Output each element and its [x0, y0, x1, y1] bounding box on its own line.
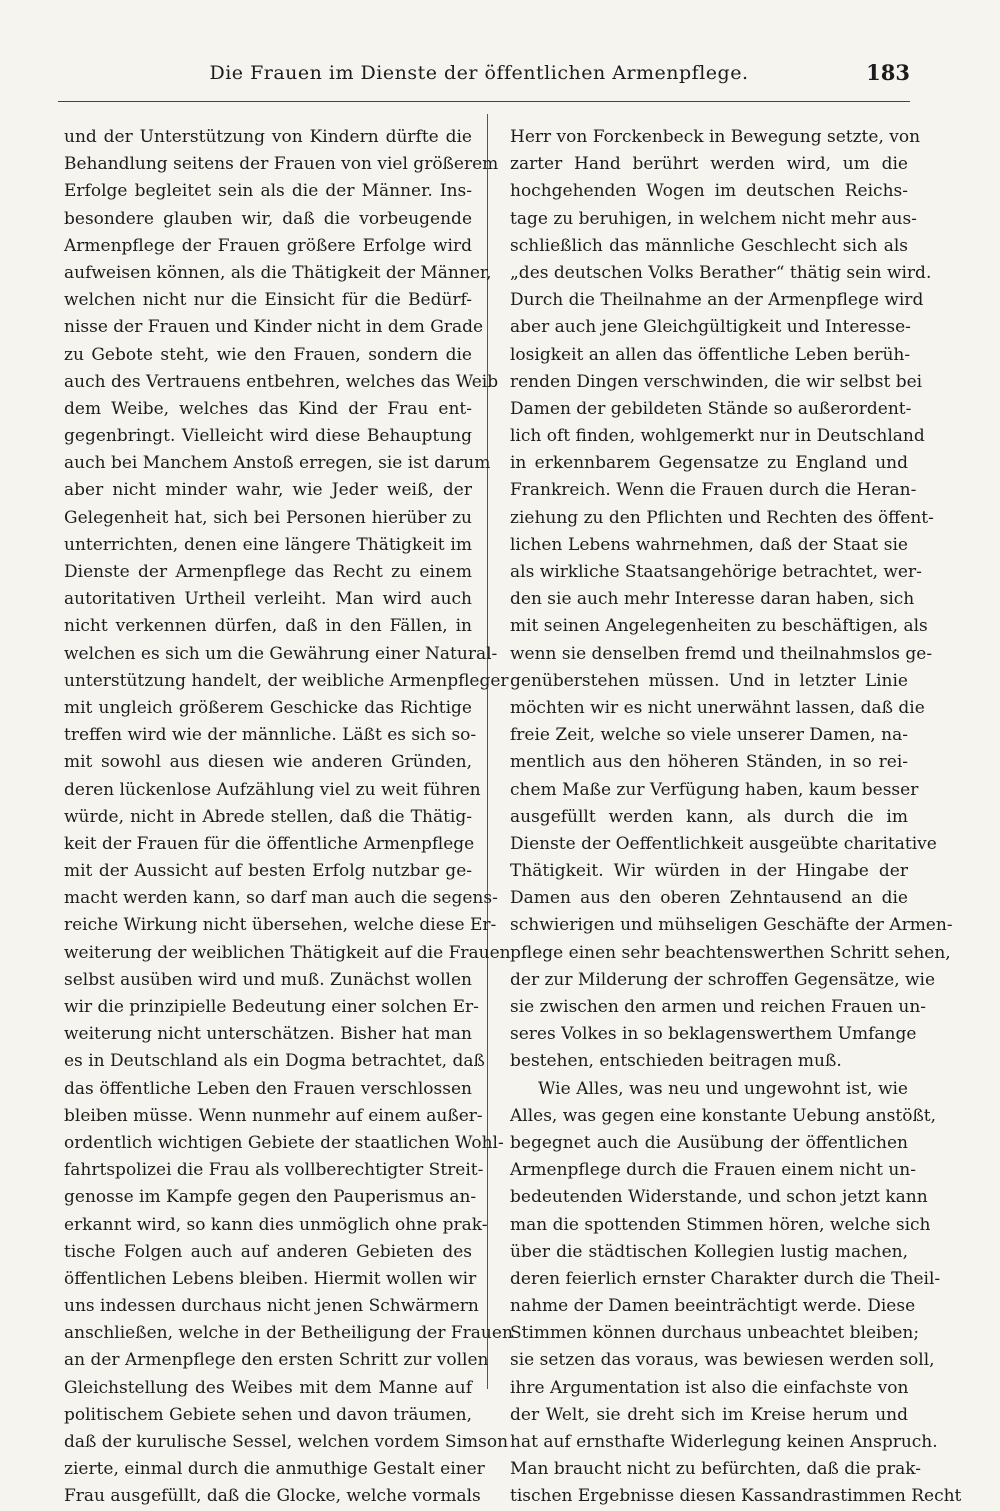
text-line: genüberstehen müssen. Und in letzter Linie [510, 670, 908, 691]
text-line: unterrichten, denen eine längere Thätigkeit im [64, 534, 472, 555]
text-line: tischen Ergebnisse diesen Kassandrastimmen Recht [510, 1486, 962, 1507]
text-line: der zur Milderung der schroffen Gegensätze, wie [510, 969, 936, 990]
text-line: öffentlichen Lebens bleiben. Hiermit wollen wir [64, 1268, 477, 1289]
right-column [510, 124, 962, 1507]
text-line: deren lückenlose Aufzählung viel zu weit führen [64, 779, 481, 800]
text-line: besondere glauben wir, daß die vorbeugende [64, 208, 472, 229]
text-line: tage zu beruhigen, in welchem nicht mehr aus- [510, 208, 917, 229]
text-line: schwierigen und mühseligen Geschäfte der Armen- [510, 915, 953, 936]
text-line: aufweisen können, als die Thätigkeit der Männer, [64, 262, 492, 283]
text-line: renden Dingen verschwinden, die wir selbst bei [510, 371, 923, 392]
text-line: selbst ausüben wird und muß. Zunächst wollen [64, 969, 472, 990]
text-line: Erfolge begleitet sein als die der Männer. Ins- [64, 181, 472, 202]
text-line: tische Folgen auch auf anderen Gebieten des [64, 1241, 472, 1262]
text-line: treffen wird wie der männliche. Läßt es sich so- [64, 725, 477, 746]
text-line: aber auch jene Gleichgültigkeit und Interesse- [510, 317, 911, 338]
text-line: möchten wir es nicht unerwähnt lassen, daß die [510, 697, 925, 718]
text-line: auch bei Manchem Anstoß erregen, sie ist darum [64, 453, 491, 474]
text-line: Behandlung seitens der Frauen von viel größerem [64, 154, 499, 175]
text-line: nisse der Frauen und Kinder nicht in dem Grade [64, 317, 484, 338]
text-line: aber nicht minder wahr, wie Jeder weiß, der [64, 480, 472, 501]
text-line: hat auf ernsthafte Widerlegung keinen Anspruch. [510, 1432, 938, 1452]
page-number: 183 [866, 60, 910, 85]
text-line: reiche Wirkung nicht übersehen, welche diese Er- [64, 915, 497, 936]
text-line: deren feierlich ernster Charakter durch die Theil- [510, 1268, 941, 1289]
text-line: bestehen, entschieden beitragen muß. [510, 1051, 842, 1072]
text-line: dem Weibe, welches das Kind der Frau ent- [64, 398, 472, 419]
text-line: erkannt wird, so kann dies unmöglich ohne prak- [64, 1214, 488, 1235]
text-line: mit ungleich größerem Geschicke das Richtige [64, 697, 472, 718]
text-line: anschließen, welche in der Betheiligung der Frauen [64, 1323, 513, 1344]
text-line: auch des Vertrauens entbehren, welches das Weib [64, 371, 499, 392]
text-line: fahrtspolizei die Frau als vollberechtigter Streit- [64, 1160, 484, 1181]
text-line: Armenpflege durch die Frauen einem nicht un- [510, 1160, 916, 1181]
text-line: lich oft finden, wohlgemerkt nur in Deutschland [510, 426, 925, 447]
text-line: Damen der gebildeten Stände so außerordent- [510, 398, 912, 419]
text-line: mentlich aus den höheren Ständen, in so rei- [510, 752, 908, 773]
text-line: „des deutschen Volks Berather“ thätig sein wird. [510, 262, 932, 283]
text-line: über die städtischen Kollegien lustig machen, [510, 1241, 908, 1262]
text-line: als wirkliche Staatsangehörige betrachtet, wer- [510, 562, 922, 582]
left-column [64, 124, 513, 1507]
text-line: sie zwischen den armen und reichen Frauen un- [510, 997, 927, 1017]
text-line: Alles, was gegen eine konstante Uebung anstößt, [510, 1105, 937, 1126]
text-line: Wie Alles, was neu und ungewohnt ist, wie [538, 1078, 908, 1099]
text-line: ihre Argumentation ist also die einfachste von [510, 1377, 909, 1398]
running-title: Die Frauen im Dienste der öffentlichen Armenpflege. [209, 62, 749, 84]
text-line: uns indessen durchaus nicht jenen Schwärmern [64, 1296, 479, 1317]
text-line: nahme der Damen beeinträchtigt werde. Diese [510, 1296, 916, 1317]
text-line: lichen Lebens wahrnehmen, daß der Staat sie [510, 534, 908, 555]
text-line: zu Gebote steht, wie den Frauen, sondern die [64, 344, 472, 365]
text-line: mit sowohl aus diesen wie anderen Gründen, [64, 752, 472, 773]
text-line: ausgefüllt werden kann, als durch die im [510, 806, 908, 827]
text-line: unterstützung handelt, der weibliche Armenpfleger [64, 670, 509, 691]
text-line: macht werden kann, so darf man auch die segens- [64, 888, 498, 909]
text-line: gegenbringt. Vielleicht wird diese Behauptung [64, 426, 472, 447]
text-line: ziehung zu den Pflichten und Rechten des öffent- [510, 507, 934, 528]
text-line: daß der kurulische Sessel, welchen vordem Simson [64, 1432, 509, 1452]
text-line: politischem Gebiete sehen und davon träumen, [64, 1404, 472, 1425]
text-line: es in Deutschland als ein Dogma betrachtet, daß [64, 1051, 485, 1072]
text-line: freie Zeit, welche so viele unserer Damen, na- [510, 725, 908, 746]
text-line: Dienste der Oeffentlichkeit ausgeübte charitative [510, 833, 937, 854]
text-line: chem Maße zur Verfügung haben, kaum besser [510, 779, 919, 800]
text-line: Thätigkeit. Wir würden in der Hingabe der [510, 861, 908, 882]
text-line: Dienste der Armenpflege das Recht zu einem [64, 562, 472, 582]
text-line: welchen es sich um die Gewährung einer Natural- [64, 643, 498, 664]
text-line: sie setzen das voraus, was bewiesen werden soll, [510, 1350, 935, 1371]
text-line: Frau ausgefüllt, daß die Glocke, welche vormals [64, 1486, 481, 1507]
text-line: mit der Aussicht auf besten Erfolg nutzbar ge- [64, 861, 472, 882]
text-line: autoritativen Urtheil verleiht. Man wird auch [64, 589, 472, 610]
text-line: Stimmen können durchaus unbeachtet bleiben; [510, 1323, 920, 1344]
text-line: an der Armenpflege den ersten Schritt zur vollen [64, 1350, 489, 1371]
text-line: der Welt, sie dreht sich im Kreise herum und [510, 1404, 908, 1425]
header-rule [58, 101, 910, 102]
text-line: wir die prinzipielle Bedeutung einer solchen Er- [64, 997, 479, 1017]
text-line: wenn sie denselben fremd und theilnahmslos ge- [510, 643, 933, 664]
text-line: Armenpflege der Frauen größere Erfolge wird [64, 235, 472, 256]
text-line: Durch die Theilnahme an der Armenpflege wird [510, 290, 924, 311]
text-line: weiterung nicht unterschätzen. Bisher hat man [64, 1024, 472, 1045]
text-line: mit seinen Angelegenheiten zu beschäftigen, als [510, 616, 928, 637]
text-line: man die spottenden Stimmen hören, welche sich [510, 1214, 931, 1235]
text-line: weiterung der weiblichen Thätigkeit auf die Frauen [64, 942, 511, 963]
column-divider [487, 114, 488, 1389]
text-line: begegnet auch die Ausübung der öffentlichen [510, 1132, 908, 1153]
text-line: Gelegenheit hat, sich bei Personen hierüber zu [64, 507, 472, 528]
text-line: Man braucht nicht zu befürchten, daß die prak- [510, 1459, 921, 1480]
text-line: Damen aus den oberen Zehntausend an die [510, 888, 908, 909]
text-line: Frankreich. Wenn die Frauen durch die Heran- [510, 480, 917, 501]
text-line: bleiben müsse. Wenn nunmehr auf einem außer- [64, 1105, 483, 1126]
text-line: Herr von Forckenbeck in Bewegung setzte, von [510, 127, 921, 147]
text-line: das öffentliche Leben den Frauen verschlossen [64, 1078, 472, 1099]
text-line: bedeutenden Widerstande, und schon jetzt kann [510, 1187, 928, 1208]
text-line: seres Volkes in so beklagenswerthem Umfange [510, 1024, 917, 1045]
text-line: genosse im Kampfe gegen den Pauperismus an- [64, 1187, 477, 1208]
text-line: welchen nicht nur die Einsicht für die Bedürf- [64, 290, 472, 311]
text-line: hochgehenden Wogen im deutschen Reichs- [510, 181, 908, 202]
text-line: den sie auch mehr Interesse daran haben, sich [510, 589, 915, 610]
text-line: schließlich das männliche Geschlecht sich als [510, 235, 908, 256]
text-line: losigkeit an allen das öffentliche Leben berüh- [510, 344, 911, 365]
text-line: nicht verkennen dürfen, daß in den Fällen, in [64, 616, 472, 637]
text-line: ordentlich wichtigen Gebiete der staatlichen Wohl- [64, 1132, 504, 1153]
text-line: in erkennbarem Gegensatze zu England und [510, 453, 908, 474]
page-header [60, 62, 910, 92]
text-line: würde, nicht in Abrede stellen, daß die Thätig- [64, 806, 472, 827]
text-line: Gleichstellung des Weibes mit dem Manne auf [64, 1377, 472, 1398]
text-line: zierte, einmal durch die anmuthige Gestalt einer [64, 1459, 485, 1480]
text-line: pflege einen sehr beachtenswerthen Schritt sehen, [510, 942, 951, 963]
text-line: zarter Hand berührt werden wird, um die [510, 154, 908, 175]
text-line: keit der Frauen für die öffentliche Armenpflege [64, 833, 475, 854]
text-line: und der Unterstützung von Kindern dürfte die [64, 127, 472, 147]
